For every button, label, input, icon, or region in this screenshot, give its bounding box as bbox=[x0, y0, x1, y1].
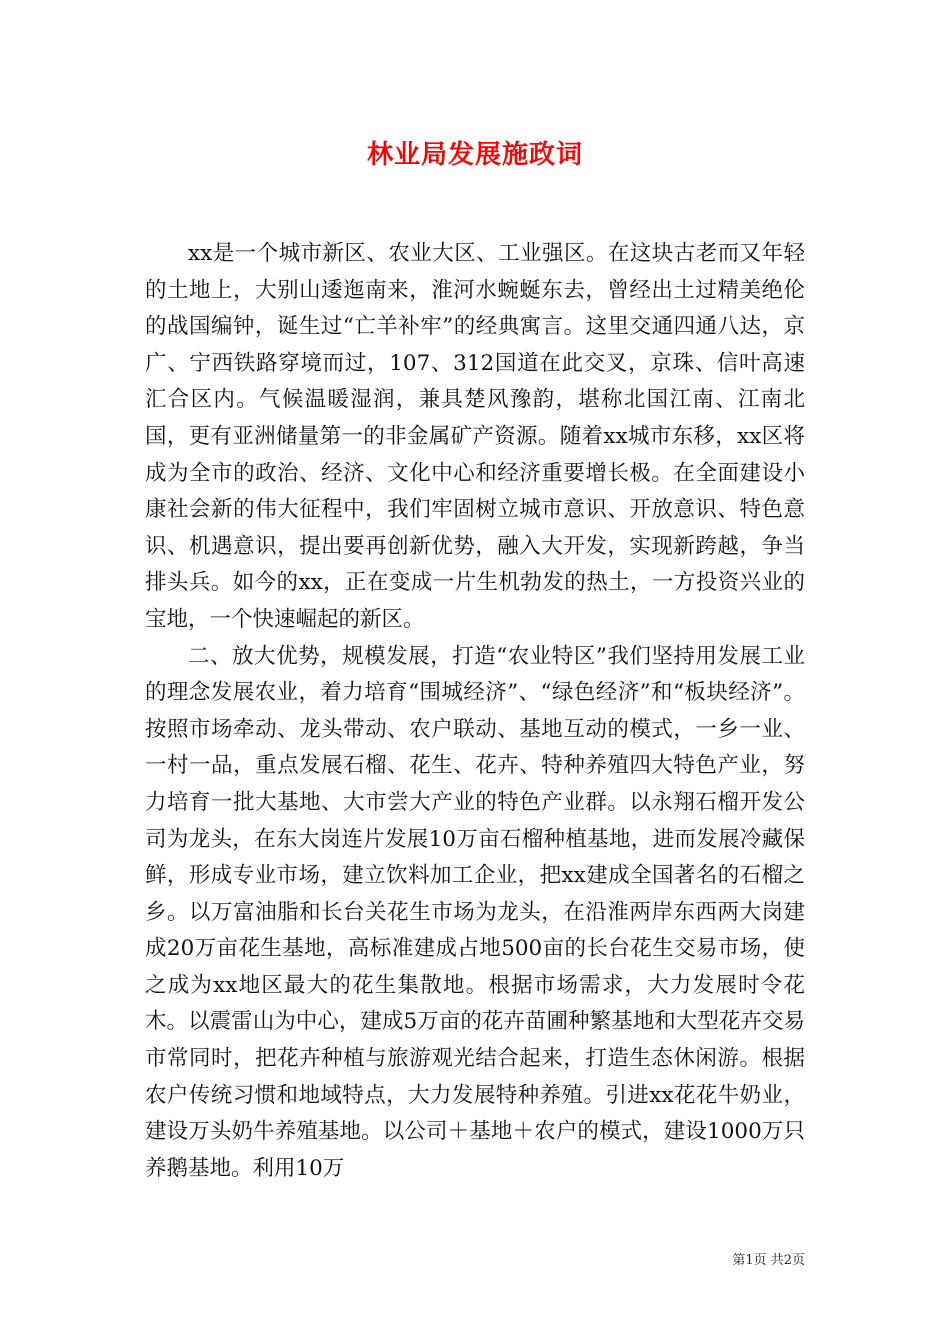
paragraph-1: xx是一个城市新区、农业大区、工业强区。在这块古老而又年轻的土地上，大别山逶迤南来，淮河水蜿蜒东去，曾经出土过精美绝伦的战国编钟，诞生过“亡羊补牢”的经典寓言。这里交通四通八达，京广、宁西铁路穿境而过，107、312国道在此交叉，京珠、信叶高速汇合区内。气候温暖湿润，兼具楚风豫韵，堪称北国江南、江南北国，更有亚洲储量第一的非金属矿产资源。随着xx城市东移，xx区将成为全市的政治、经济、文化中心和经济重要增长极。在全面建设小康社会新的伟大征程中，我们牢固树立城市意识、开放意识、特色意识、机遇意识，提出要再创新优势，融入大开发，实现新跨越，争当排头兵。如今的xx，正在变成一片生机勃发的热土，一方投资兴业的宝地，一个快速崛起的新区。 bbox=[145, 241, 805, 632]
document-title: 林业局发展施政词 bbox=[366, 140, 583, 170]
paragraph-2: 二、放大优势，规模发展，打造“农业特区”我们坚持用发展工业的理念发展农业，着力培育“围城经济”、“绿色经济”和“板块经济”。按照市场牵动、龙头带动、农户联动、基地互动的模式，一乡一业、一村一品，重点发展石榴、花生、花卉、特种养殖四大特色产业，努力培育一批大基地、大市尝大产业的特色产业群。以永翔石榴开发公司为龙头，在东大岗连片发展10万亩石榴种植基地，进而发展冷藏保鲜，形成专业市场，建立饮料加工企业，把xx建成全国著名的石榴之乡。以万富油脂和长台关花生市场为龙头，在沿淮两岸东西两大岗建成20万亩花生基地，高标准建成占地500亩的长台花生交易市场，使之成为xx地区最大的花生集散地。根据市场需求，大力发展时令花木。以震雷山为中心，建成5万亩的花卉苗圃种繁基地和大型花卉交易市常同时，把花卉种植与旅游观光结合起来，打造生态休闲游。根据农户传统习惯和地域特点，大力发展特种养殖。引进xx花花牛奶业，建设万头奶牛养殖基地。以公司＋基地＋农户的模式，建设1000万只养鹅基地。利用10万 bbox=[145, 643, 805, 1181]
page-number-footer: 第1页 共2页 bbox=[732, 1253, 805, 1268]
document-body bbox=[145, 236, 805, 1187]
